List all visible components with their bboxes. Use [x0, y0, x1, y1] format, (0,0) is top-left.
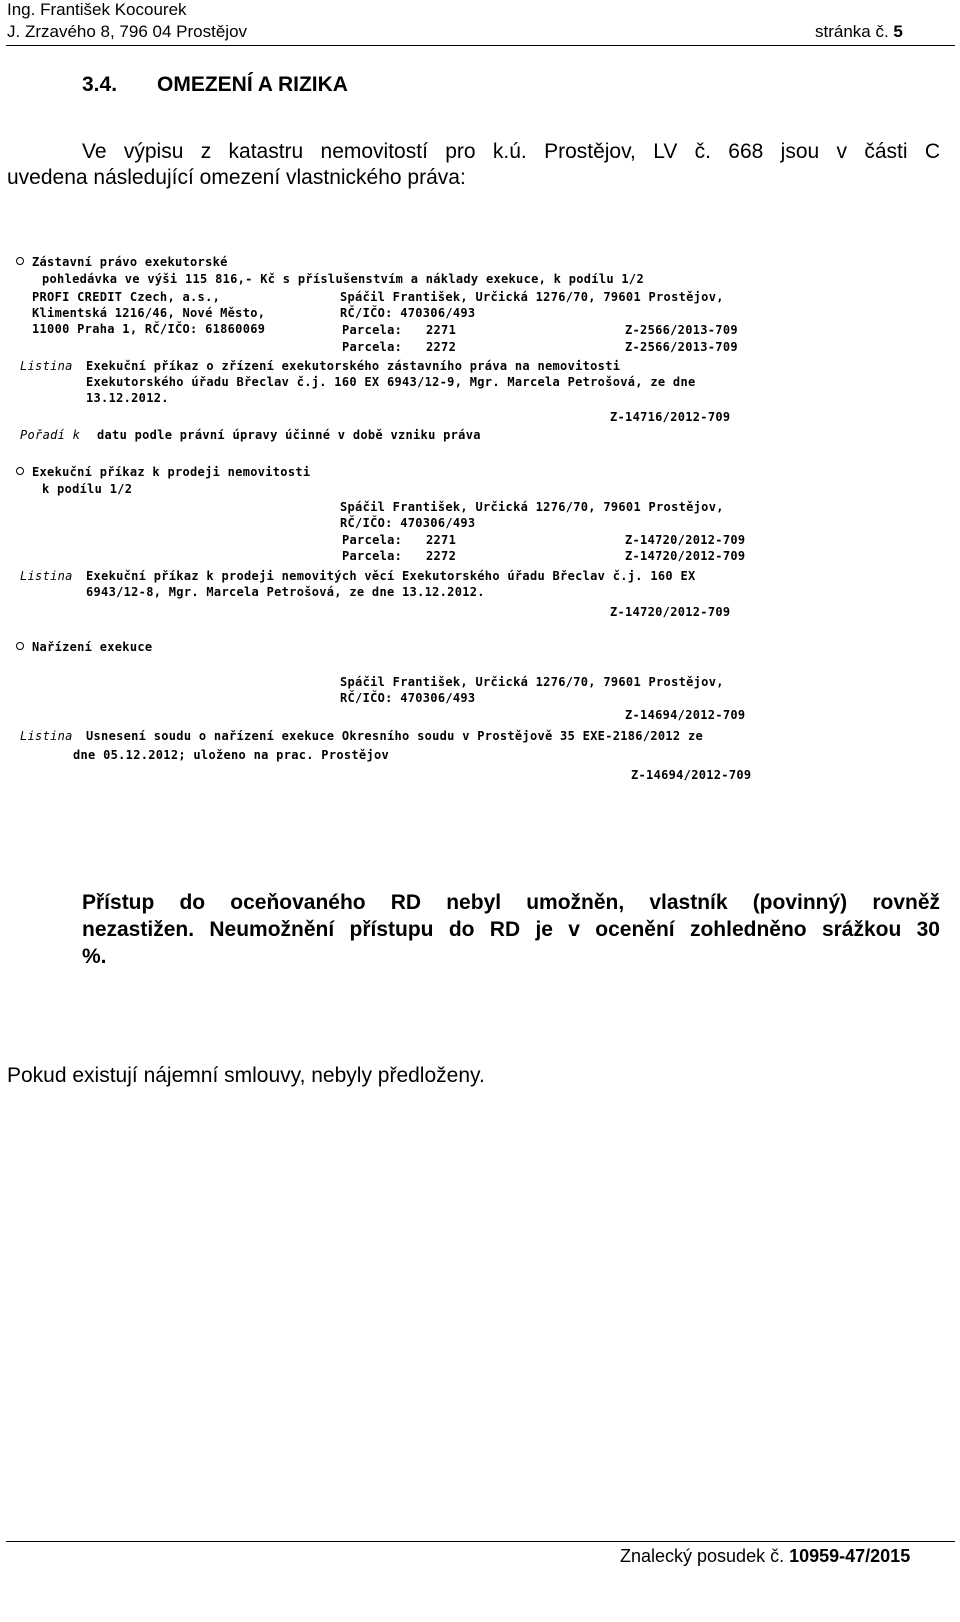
note-line-2: nezastižen. Neumožnění přístupu do RD je v ocenění zohledněno srážkou 30 [82, 918, 940, 941]
owner-name: Spáčil František, Určická 1276/70, 79601 Prostějov, [340, 500, 724, 514]
parcel-number: 2272 [426, 340, 457, 354]
parcel-label: Parcela: [342, 549, 403, 563]
bullet-icon [16, 642, 24, 650]
section-number: 3.4. [82, 73, 118, 96]
footer-label: Znalecký posudek č. [620, 1546, 790, 1566]
listina-ref: Z-14720/2012-709 [610, 605, 731, 619]
parcel-ref: Z-14720/2012-709 [625, 533, 746, 547]
note-line-1: Přístup do oceňovaného RD nebyl umožněn, vlastník (povinný) rovněž [82, 891, 940, 914]
page-indicator [815, 22, 903, 42]
parcel-label: Parcela: [342, 323, 403, 337]
page-number: 5 [893, 22, 903, 41]
parcel-ref: Z-14720/2012-709 [625, 549, 746, 563]
parcel-ref: Z-2566/2013-709 [625, 340, 738, 354]
creditor-address: Klimentská 1216/46, Nové Město, [32, 306, 266, 320]
listina-label: Listina [20, 569, 73, 583]
order-label: Pořadí k [20, 428, 81, 442]
page-label: stránka č. [815, 22, 894, 41]
owner-name: Spáčil František, Určická 1276/70, 79601 Prostějov, [340, 290, 724, 304]
listina-label: Listina [20, 359, 73, 373]
entry-title: Exekuční příkaz k prodeji nemovitosti [32, 465, 311, 479]
owner-id: RČ/IČO: 470306/493 [340, 306, 476, 320]
creditor-city: 11000 Praha 1, RČ/IČO: 61860069 [32, 322, 266, 336]
entry-title: Nařízení exekuce [32, 640, 153, 654]
section-title: OMEZENÍ A RIZIKA [157, 73, 348, 96]
parcel-ref: Z-2566/2013-709 [625, 323, 738, 337]
footer-rule [6, 1541, 955, 1542]
owner-name: Spáčil František, Určická 1276/70, 79601 Prostějov, [340, 675, 724, 689]
note-line-3: %. [82, 945, 107, 968]
intro-line-2: uvedena následující omezení vlastnického práva: [7, 166, 466, 189]
entry-detail: k podílu 1/2 [42, 482, 133, 496]
footer-report [620, 1546, 910, 1566]
owner-id: RČ/IČO: 470306/493 [340, 691, 476, 705]
listina-line: dne 05.12.2012; uloženo na prac. Prostějov [73, 748, 390, 762]
listina-label: Listina [20, 729, 73, 743]
order-text: datu podle právní úpravy účinné v době vzniku práva [97, 428, 481, 442]
listina-line: 13.12.2012. [86, 391, 169, 405]
author-address: J. Zrzavého 8, 796 04 Prostějov [7, 22, 248, 41]
intro-line-1: Ve výpisu z katastru nemovitostí pro k.ú. Prostějov, LV č. 668 jsou v části C [82, 140, 940, 163]
author-name: Ing. František Kocourek [7, 0, 187, 19]
entry-detail: pohledávka ve výši 115 816,- Kč s příslušenstvím a náklady exekuce, k podílu 1/2 [42, 272, 644, 286]
bullet-icon [16, 467, 24, 475]
parcel-label: Parcela: [342, 533, 403, 547]
owner-id: RČ/IČO: 470306/493 [340, 516, 476, 530]
listina-line: Exekuční příkaz o zřízení exekutorského zástavního práva na nemovitosti [86, 359, 621, 373]
parcel-number: 2271 [426, 533, 457, 547]
owner-ref: Z-14694/2012-709 [625, 708, 746, 722]
listina-line: 6943/12-8, Mgr. Marcela Petrošová, ze dne 13.12.2012. [86, 585, 485, 599]
creditor-name: PROFI CREDIT Czech, a.s., [32, 290, 221, 304]
parcel-number: 2272 [426, 549, 457, 563]
listina-line: Exekuční příkaz k prodeji nemovitých věcí Exekutorského úřadu Břeclav č.j. 160 EX [86, 569, 696, 583]
listina-ref: Z-14694/2012-709 [631, 768, 752, 782]
listina-line: Usnesení soudu o nařízení exekuce Okresního soudu v Prostějově 35 EXE-2186/2012 ze [86, 729, 704, 743]
entry-title: Zástavní právo exekutorské [32, 255, 228, 269]
parcel-number: 2271 [426, 323, 457, 337]
header-rule [6, 45, 955, 46]
listina-line: Exekutorského úřadu Břeclav č.j. 160 EX 6943/12-9, Mgr. Marcela Petrošová, ze dne [86, 375, 696, 389]
parcel-label: Parcela: [342, 340, 403, 354]
bullet-icon [16, 257, 24, 265]
footer-number: 10959-47/2015 [789, 1546, 911, 1566]
listina-ref: Z-14716/2012-709 [610, 410, 731, 424]
leases-text: Pokud existují nájemní smlouvy, nebyly předloženy. [7, 1064, 485, 1087]
